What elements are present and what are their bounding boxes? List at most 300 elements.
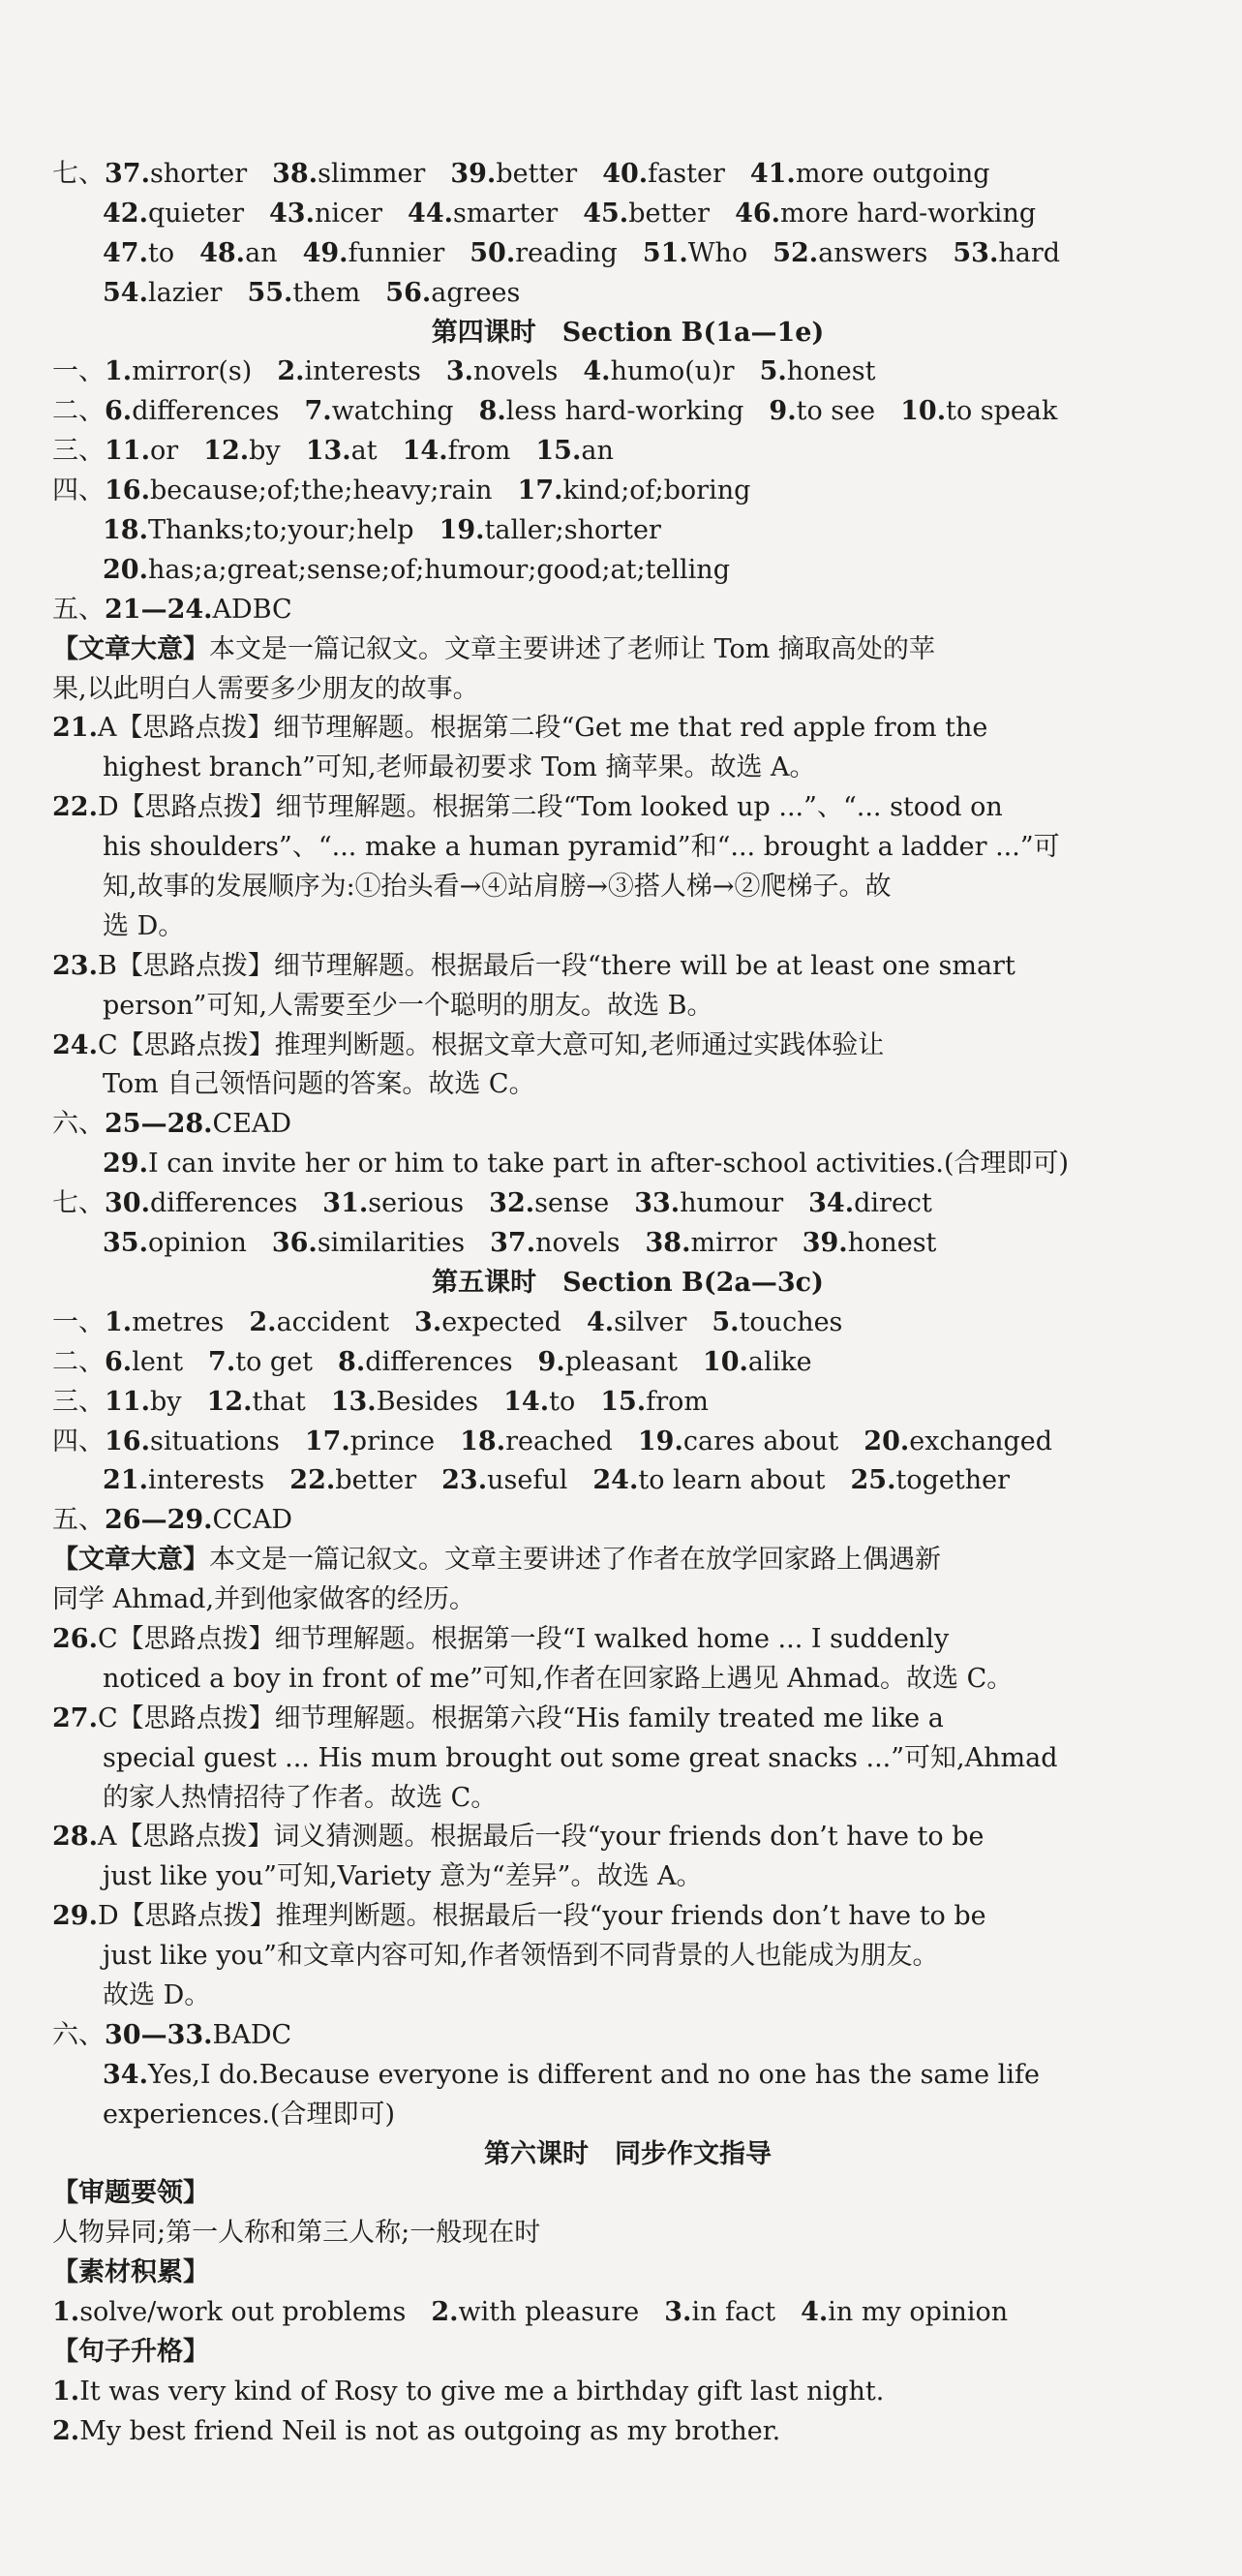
item-answer: differences [365,1346,513,1377]
text-line [52,1027,1203,1066]
text-line [52,472,1203,511]
item-number: 31. [322,1188,369,1219]
line-text: A【思路点拨】词义猜测题。根据最后一段“your friends don’t have to be [97,1822,985,1853]
line-text: 故选 D。 [103,1979,211,2010]
answer-item [808,1188,932,1218]
item-answer: reached [505,1426,613,1457]
text-line [52,828,1203,868]
answer-item [338,1347,513,1377]
answer-item [592,1465,825,1495]
line-text: C【思路点拨】推理判断题。根据文章大意可知,老师通过实践体验让 [97,1029,885,1060]
item-answer: at [350,436,378,467]
answer-item [272,159,425,189]
item-answer: smarter [453,198,559,229]
item-number: 8. [478,396,506,427]
item-number: 45. [583,198,629,229]
line-text: D【思路点拨】细节理解题。根据第二段“Tom looked up ...”、“... stood on [97,792,1003,823]
item-number: 15. [600,1386,647,1417]
item-number: 3. [414,1306,442,1337]
item-answer: cares about [682,1426,839,1457]
answer-item [587,1307,686,1337]
answer-item [306,436,378,466]
item-number: 10. [900,396,947,427]
answer-item [634,1188,783,1218]
answer-item [772,238,927,268]
item-number: 52. [772,237,819,268]
line-text: 果,以此明白人需要多少朋友的故事。 [52,673,479,704]
text-line [52,907,1203,947]
item-answer: lazier [147,277,223,308]
answer-item [414,1307,561,1337]
item-answer: or [149,436,179,467]
lesson-title: 第四课时 Section B(1a—1e) [431,317,825,348]
answer-item [208,1347,313,1377]
question-number: 27. [52,1702,98,1733]
answer-item [664,2297,775,2327]
text-line [52,591,1203,630]
answer-item [277,356,421,386]
item-answer: lent [132,1346,184,1377]
answer-item [900,396,1057,426]
item-answer: watching [331,396,454,427]
answer-item [408,199,558,229]
item-number: 6. [105,1346,133,1377]
item-number: 38. [645,1228,691,1259]
item-number: 30—33. [105,2019,213,2050]
item-number: 12. [203,436,250,467]
answer-item [305,396,454,426]
item-answer: from [447,436,511,467]
line-text: 选 D。 [103,910,185,941]
question-number: 29. [52,1901,98,1932]
item-answer: similarities [317,1228,466,1259]
item-answer: to [549,1386,576,1417]
item-answer: humour [680,1188,784,1219]
item-answer: I can invite her or him to take part in after-school activities.(合理即可) [147,1149,1070,1180]
item-number: 2. [431,2297,459,2328]
item-answer: better [335,1465,417,1496]
question-number: 28. [52,1822,98,1853]
item-answer: pleasant [564,1346,678,1377]
answer-item [446,356,559,386]
text-line [52,1423,1203,1462]
text-line [52,2333,1203,2373]
line-text: highest branch”可知,老师最初要求 Tom 摘苹果。故选 A。 [103,752,816,783]
answer-item [479,396,744,426]
line-text: noticed a boy in front of me”可知,作者在回家路上遇见 Ahmad。故选 C。 [103,1663,1014,1694]
text-line [52,947,1203,987]
item-answer: by [149,1386,182,1417]
text-line [52,2056,1203,2096]
item-answer: better [496,159,578,189]
item-number: 32. [489,1188,535,1219]
item-number: 11. [105,1386,150,1417]
answer-item [535,436,613,466]
answer-item [272,1228,465,1258]
item-answer: with pleasure [458,2297,640,2328]
text-line [52,314,1203,353]
item-answer: metres [132,1306,225,1337]
item-answer: situations [149,1426,280,1457]
answer-item [207,1387,306,1417]
section-header: 【审题要领】 [52,2178,209,2209]
item-number: 36. [271,1228,318,1259]
item-number: 44. [408,198,454,229]
item-answer: serious [368,1188,465,1219]
answer-item [735,199,1036,229]
text-line [52,2214,1203,2254]
answer-item [801,2297,1008,2327]
question-number: 22. [52,792,98,823]
item-number: 2. [52,2415,80,2446]
answer-item [105,1347,183,1377]
text-line [52,1977,1203,2016]
answer-item [105,1426,280,1457]
line-text: just like you”可知,Variety 意为“差异”。故选 A。 [103,1861,703,1892]
text-line [52,2135,1203,2175]
item-answer: alike [747,1346,812,1377]
item-number: 29. [103,1149,148,1180]
item-answer: more hard-working [780,198,1037,229]
text-line [52,2412,1203,2452]
item-number: 20. [863,1426,910,1457]
text-line [52,274,1203,314]
item-number: 4. [801,2297,829,2328]
item-answer: Thanks;to;your;help [147,515,414,546]
text-line [52,1461,1203,1501]
text-line [52,630,1203,670]
section-number: 七、 [52,159,105,189]
answer-item [105,356,252,386]
item-number: 25. [850,1465,896,1496]
item-answer: interests [304,356,421,387]
item-answer: hard [998,237,1061,268]
item-number: 48. [199,237,246,268]
item-answer: CCAD [212,1505,293,1536]
text-line [52,1501,1203,1541]
answer-item [105,475,493,506]
line-text: just like you”和文章内容可知,作者领悟到不同背景的人也能成为朋友。 [103,1941,939,1972]
item-number: 16. [105,1426,150,1457]
item-answer: together [895,1465,1010,1496]
section-label: 【文章大意】 [52,633,209,664]
answer-item [441,1465,567,1495]
text-line [52,155,1203,195]
line-text: special guest ... His mum brought out some great snacks ...”可知,Ahmad [103,1742,1058,1773]
item-number: 5. [759,356,787,387]
line-text: 本文是一篇记叙文。文章主要讲述了老师让 Tom 摘取高处的苹 [209,633,935,664]
item-answer: quieter [147,198,245,229]
item-number: 1. [52,2376,80,2407]
item-answer: less hard-working [505,396,744,427]
item-answer: Yes,I do.Because everyone is different and no one has the same life [147,2059,1040,2090]
text-line [52,1184,1203,1224]
text-line [52,1303,1203,1343]
text-line [52,353,1203,392]
answer-item [583,199,710,229]
text-line [52,1224,1203,1264]
answer-item [103,1465,264,1495]
answer-item [105,1505,292,1535]
item-answer: mirror [690,1228,777,1259]
item-answer: novels [535,1228,621,1259]
item-number: 18. [460,1426,506,1457]
answer-item [52,2416,780,2446]
item-answer: taller;shorter [484,515,661,546]
item-number: 33. [634,1188,681,1219]
lesson-title: 第五课时 Section B(2a—3c) [432,1267,824,1298]
section-number: 四、 [52,475,105,506]
item-number: 4. [586,1306,615,1337]
answer-item [518,475,751,506]
line-text: 的家人热情招待了作者。故选 C。 [103,1782,498,1813]
item-number: 50. [470,237,516,268]
answer-item [760,356,876,386]
item-number: 53. [953,237,999,268]
section-number: 三、 [52,1386,105,1417]
answer-item [289,1465,416,1495]
line-text: B【思路点拨】细节理解题。根据最后一段“there will be at least one smart [97,950,1015,981]
line-text: C【思路点拨】细节理解题。根据第六段“His family treated me like a [97,1702,944,1733]
item-answer: sense [534,1188,610,1219]
text-line [52,868,1203,907]
answer-item [470,238,618,268]
item-number: 25—28. [105,1109,213,1140]
line-text: 知,故事的发展顺序为:①抬头看→④站肩膀→③搭人梯→②爬梯子。故 [103,872,892,903]
answer-item [105,2020,291,2050]
item-number: 19. [439,515,485,546]
item-answer: funnier [348,237,445,268]
item-number: 8. [338,1346,366,1377]
text-line [52,1580,1203,1620]
item-answer: Who [687,237,748,268]
section-number: 四、 [52,1426,105,1457]
line-text: D【思路点拨】推理判断题。根据最后一段“your friends don’t have to be [97,1901,986,1932]
answer-item [712,1307,842,1337]
answer-item [103,1228,247,1258]
answer-item [103,199,244,229]
item-number: 1. [52,2297,80,2328]
item-answer: in fact [691,2297,776,2328]
item-number: 3. [664,2297,692,2328]
item-number: 3. [445,356,474,387]
item-answer: ADBC [212,594,292,625]
item-number: 34. [808,1188,855,1219]
item-number: 19. [637,1426,683,1457]
answer-item [643,238,747,268]
item-number: 7. [304,396,332,427]
answer-item [538,1347,678,1377]
item-answer: humo(u)r [610,356,735,387]
item-answer: It was very kind of Rosy to give me a birthday gift last night. [79,2376,885,2407]
answer-item [249,1307,389,1337]
answer-item [203,436,281,466]
item-number: 21. [103,1465,148,1496]
question-number: 21. [52,713,98,744]
text-line [52,551,1203,591]
text-line [52,234,1203,274]
section-number: 五、 [52,1505,105,1536]
answer-item [385,278,520,308]
item-answer: more outgoing [795,159,990,189]
answer-item [750,159,990,189]
text-line [52,1937,1203,1977]
section-header: 【句子升格】 [52,2336,209,2367]
text-line [52,2016,1203,2056]
item-answer: interests [147,1465,265,1496]
item-answer: faster [648,159,725,189]
item-number: 24. [592,1465,639,1496]
item-number: 2. [277,356,305,387]
item-number: 10. [702,1346,748,1377]
answer-item [489,1188,609,1218]
item-answer: differences [132,396,280,427]
item-number: 14. [503,1386,550,1417]
text-line [52,1779,1203,1819]
item-number: 14. [402,436,448,467]
answer-item [600,1387,709,1417]
item-number: 34. [103,2059,148,2090]
item-number: 11. [105,436,150,467]
item-number: 54. [103,277,148,308]
section-number: 五、 [52,594,105,625]
item-number: 1. [105,1306,133,1337]
item-number: 39. [450,159,497,189]
item-answer: differences [149,1188,298,1219]
answer-item [103,238,174,268]
text-line [52,2096,1203,2135]
section-number: 一、 [52,1306,105,1337]
line-text: 人物异同;第一人称和第三人称;一般现在时 [52,2218,541,2249]
line-text: 同学 Ahmad,并到他家做客的经历。 [52,1584,476,1615]
item-number: 26—29. [105,1505,213,1536]
answer-item [803,1228,937,1258]
item-answer: has;a;great;sense;of;humour;good;at;telling [147,554,730,585]
section-number: 一、 [52,356,105,387]
item-number: 30. [105,1188,150,1219]
text-line [52,1541,1203,1580]
item-number: 13. [305,436,351,467]
item-number: 9. [537,1346,565,1377]
text-line [52,511,1203,551]
item-number: 47. [103,237,148,268]
text-line [52,987,1203,1027]
item-number: 20. [103,554,148,585]
text-line [52,1145,1203,1184]
answer-item [105,595,292,625]
item-answer: from [646,1386,709,1417]
item-answer: mirror(s) [132,356,253,387]
item-answer: My best friend Neil is not as outgoing as my brother. [79,2415,781,2446]
item-number: 38. [272,159,318,189]
text-line [52,2254,1203,2293]
item-number: 51. [642,237,688,268]
item-number: 7. [208,1346,236,1377]
section-number: 二、 [52,396,105,427]
answer-item [269,199,382,229]
item-answer: to learn about [638,1465,826,1496]
item-answer: touches [739,1306,843,1337]
item-number: 37. [490,1228,536,1259]
line-text: 本文是一篇记叙文。文章主要讲述了作者在放学回家路上偶遇新 [209,1545,941,1576]
answer-item [322,1188,464,1218]
text-line [52,1660,1203,1700]
item-number: 9. [769,396,797,427]
answer-item [646,1228,777,1258]
answer-item [450,159,577,189]
item-answer: prince [349,1426,436,1457]
item-answer: reading [515,237,618,268]
answer-item [703,1347,812,1377]
answer-item [583,356,734,386]
answer-item [105,1109,291,1139]
item-number: 42. [103,198,148,229]
answer-item [105,159,247,189]
item-number: 1. [105,356,133,387]
answer-item [199,238,277,268]
section-number: 二、 [52,1346,105,1377]
line-text: A【思路点拨】细节理解题。根据第二段“Get me that red apple from the [97,713,988,744]
line-text: his shoulders”、“... make a human pyramid”和“... brought a ladder ...”可 [103,832,1060,863]
item-answer: kind;of;boring [562,475,751,506]
text-line [52,1739,1203,1779]
answer-item [105,396,280,426]
item-number: 43. [269,198,315,229]
text-line [52,2174,1203,2214]
item-answer: honest [786,356,876,387]
item-answer: silver [614,1306,687,1337]
answer-item [305,1426,435,1457]
item-number: 22. [289,1465,336,1496]
item-number: 39. [802,1228,848,1259]
item-answer: novels [473,356,559,387]
item-number: 21—24. [105,594,213,625]
line-text: person”可知,人需要至少一个聪明的朋友。故选 B。 [103,990,713,1021]
line-text: C【思路点拨】细节理解题。根据第一段“I walked home ... I suddenly [97,1623,950,1654]
answer-item [105,1387,182,1417]
item-answer: to see [796,396,876,427]
item-number: 55. [247,277,293,308]
answer-item [52,2377,884,2407]
item-number: 40. [602,159,649,189]
answer-item [105,1307,224,1337]
item-answer: because;of;the;heavy;rain [149,475,493,506]
item-answer: nicer [315,198,383,229]
item-answer: better [628,198,711,229]
item-answer: shorter [149,159,248,189]
item-answer: that [252,1386,306,1417]
item-answer: accident [276,1306,390,1337]
text-line [52,709,1203,749]
answer-item [439,515,661,545]
item-number: 12. [206,1386,253,1417]
text-line [52,1105,1203,1145]
answer-item [105,1188,297,1218]
text-line [52,1383,1203,1423]
text-line [52,2293,1203,2333]
item-answer: BADC [212,2019,292,2050]
answer-item [103,515,414,545]
answer-item [851,1465,1010,1495]
item-answer: slimmer [318,159,426,189]
item-answer: to [147,237,175,268]
item-number: 56. [385,277,432,308]
item-answer: useful [487,1465,568,1496]
item-number: 6. [105,396,133,427]
text-line [52,788,1203,828]
answer-item [103,555,730,585]
answer-item [602,159,725,189]
